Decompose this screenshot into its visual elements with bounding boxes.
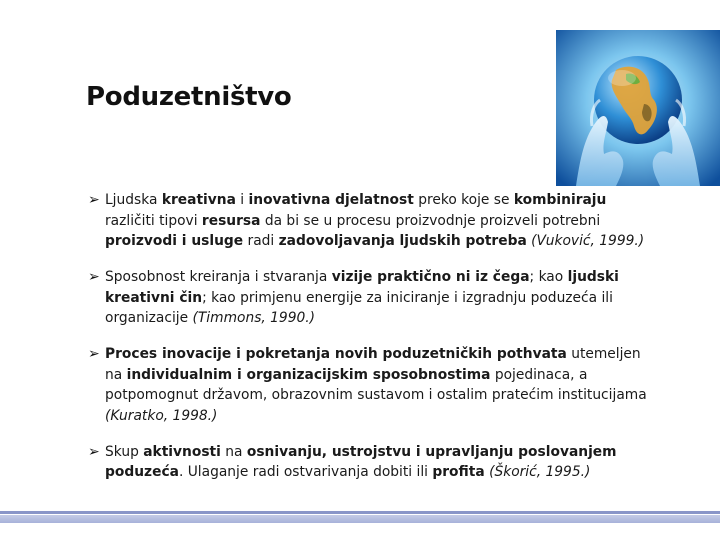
arrow-bullet-icon: ➢ — [88, 443, 100, 460]
bullet-text-segment: aktivnosti — [143, 443, 221, 460]
bullet-text-segment: Proces inovacije i pokretanja novih poduzetničkih pothvata — [105, 346, 567, 362]
citation: (Vuković, 1999.) — [531, 233, 645, 249]
bullet-text-segment: radi — [243, 233, 279, 249]
bullet-text-segment: inovativna djelatnost — [248, 192, 414, 208]
footer-bar-line — [0, 511, 720, 514]
citation: (Timmons, 1990.) — [192, 310, 316, 326]
bullet-text-segment: individualnim i organizacijskim sposobnostima — [126, 366, 491, 383]
bullet-text-segment: Sposobnost kreiranja i stvaranja — [105, 269, 332, 285]
bullet-text-segment: osnivanju, ustrojstvu i upravljanju poslovanjem poduzeća — [105, 443, 617, 480]
bullet-text-segment: . Ulaganje radi ostvarivanja dobiti ili — [178, 464, 433, 480]
bullet-list — [88, 190, 658, 498]
footer-bar — [0, 511, 720, 523]
bullet-text-segment: da bi se u procesu proizvodnje proizveli potrebni — [260, 212, 601, 229]
bullet-text-segment: različiti tipovi — [105, 212, 202, 229]
bullet-text-segment: resursa — [201, 212, 261, 229]
bullet-text — [105, 192, 644, 249]
bullet-text-segment: preko koje se — [413, 192, 514, 208]
bullet-text-segment: ; kao — [529, 269, 568, 285]
citation: (Kuratko, 1998.) — [105, 407, 218, 424]
bullet-text-segment: na — [220, 443, 247, 460]
bullet-text-segment: i — [235, 192, 249, 208]
citation: (Škorić, 1995.) — [489, 464, 591, 480]
bullet-text-segment: kombiniraju — [513, 192, 607, 208]
bullet-text — [105, 444, 617, 481]
bullet-text — [105, 269, 619, 326]
bullet-text-segment: ljudski kreativni čin — [105, 269, 619, 306]
bullet-item — [88, 442, 658, 483]
page-title: Poduzetništvo — [86, 82, 292, 112]
bullet-text-segment: utemeljen na — [105, 346, 641, 383]
bullet-item — [88, 267, 658, 329]
bullet-text-segment: ; kao primjenu energije za iniciranje i izgradnju poduzeća ili organizacije — [105, 289, 613, 326]
bullet-text-segment: Ljudska — [105, 192, 162, 208]
bullet-item — [88, 344, 658, 426]
arrow-bullet-icon: ➢ — [88, 269, 100, 285]
bullet-text-segment: profita — [432, 464, 485, 480]
globe-in-hands-icon — [556, 30, 720, 186]
bullet-item — [88, 190, 658, 252]
arrow-bullet-icon: ➢ — [88, 192, 100, 208]
bullet-text — [105, 346, 647, 424]
bullet-text-segment: proizvodi i usluge — [105, 233, 244, 249]
footer-bar-band — [0, 515, 720, 523]
arrow-bullet-icon: ➢ — [88, 346, 100, 362]
bullet-text-segment: Skup — [105, 443, 144, 460]
bullet-text-segment: zadovoljavanja ljudskih potreba — [278, 233, 527, 249]
bullet-text-segment: pojedinaca, a potpomognut državom, obrazovnim sustavom i ostalim pratećim institucijama — [105, 366, 647, 403]
bullet-text-segment: kreativna — [161, 192, 236, 208]
bullet-text-segment: vizije praktično ni iz čega — [331, 269, 530, 285]
